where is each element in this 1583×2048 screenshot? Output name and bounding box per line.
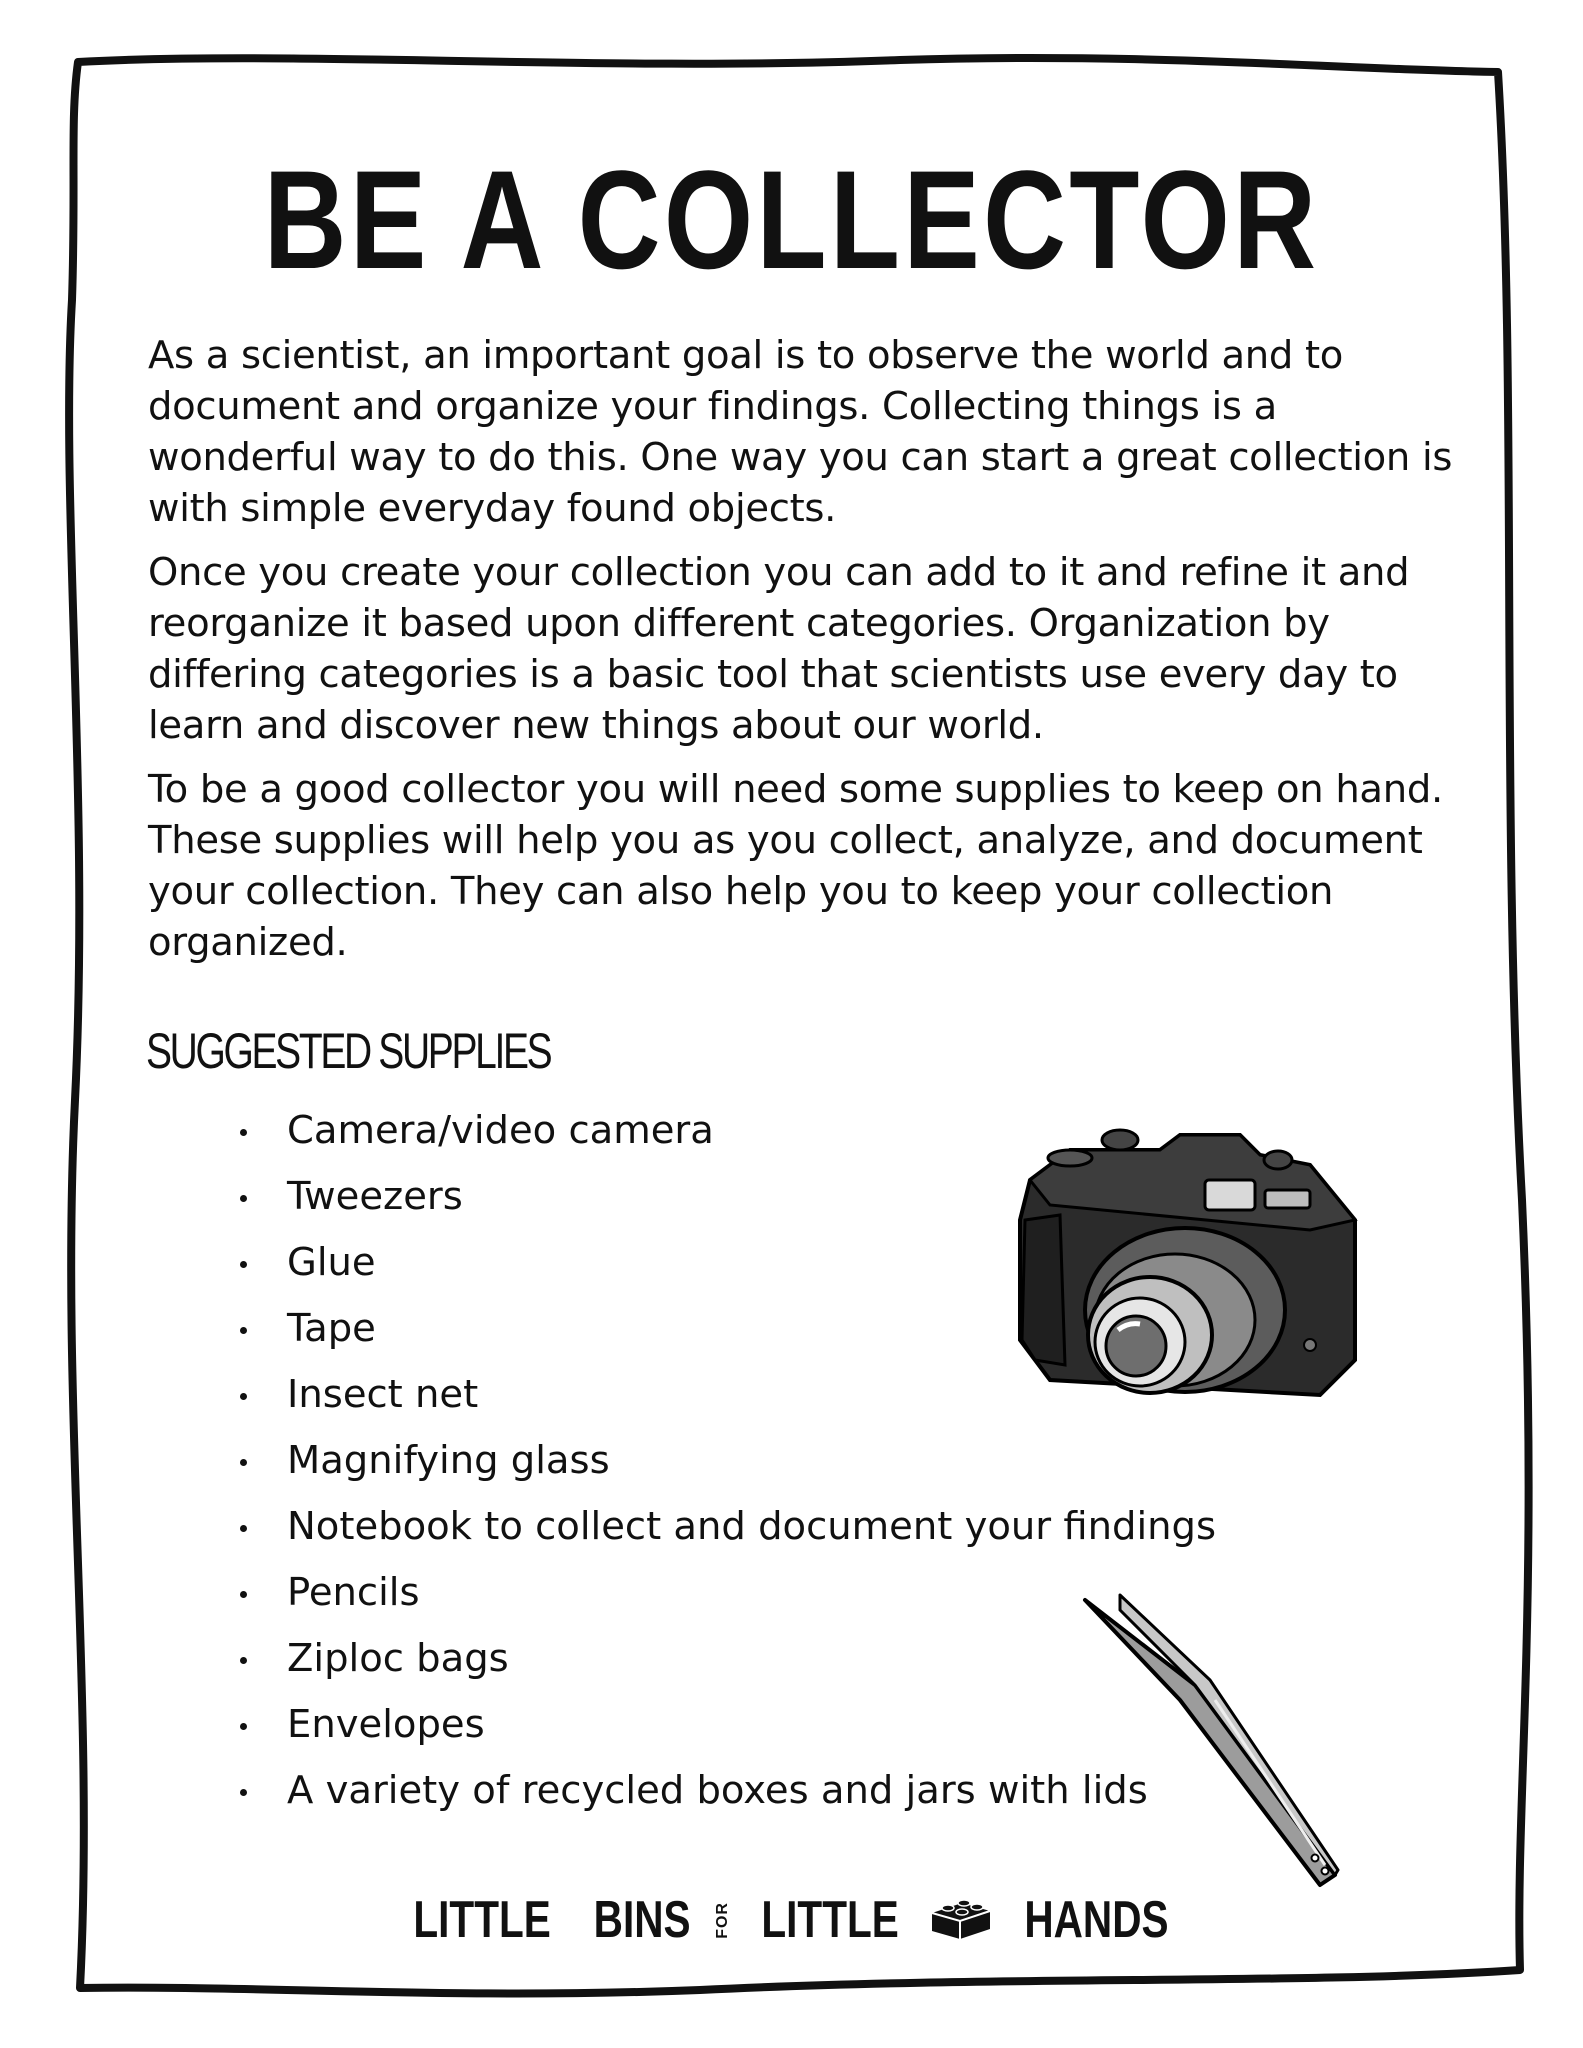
paragraph: Once you create your collection you can add to it and refine it and reorganize it based upon different categories. Organization by differing categories is a basic tool that scientists use every day to learn and discover new things about our world. — [148, 550, 1410, 748]
list-item: Insect net — [232, 1362, 1216, 1428]
supplies-heading: SUGGESTED SUPPLIES — [146, 1023, 551, 1079]
brand-logo — [0, 1890, 1583, 1950]
list-item: A variety of recycled boxes and jars with lids — [232, 1758, 1216, 1824]
logo-word: HANDS — [1024, 1891, 1169, 1949]
lego-brick-icon — [928, 1897, 994, 1943]
list-item: Tweezers — [232, 1164, 1216, 1230]
logo-word: FOR — [714, 1901, 732, 1939]
list-item: Envelopes — [232, 1692, 1216, 1758]
logo-word: LITTLE — [413, 1891, 551, 1949]
paragraph: As a scientist, an important goal is to observe the world and to document and organize your findings. Collecting things is a wonderful way to do this. One way you can start a great collection is with simple everyday found objects. — [148, 333, 1453, 531]
list-item: Pencils — [232, 1560, 1216, 1626]
tweezers-icon — [1080, 1590, 1360, 1890]
list-item: Camera/video camera — [232, 1098, 1216, 1164]
page-title: BE A COLLECTOR — [263, 141, 1320, 298]
intro-text — [148, 330, 1458, 981]
list-item: Tape — [232, 1296, 1216, 1362]
logo-word: LITTLE — [761, 1891, 899, 1949]
list-item: Glue — [232, 1230, 1216, 1296]
camera-icon — [1010, 1110, 1370, 1410]
paragraph: To be a good collector you will need some supplies to keep on hand. These supplies will help you as you collect, analyze, and document your collection. They can also help you to keep your collection organized. — [148, 767, 1443, 965]
list-item: Ziploc bags — [232, 1626, 1216, 1692]
logo-word: BINS — [593, 1891, 691, 1949]
list-item: Magnifying glass — [232, 1428, 1216, 1494]
list-item: Notebook to collect and document your findings — [232, 1494, 1216, 1560]
